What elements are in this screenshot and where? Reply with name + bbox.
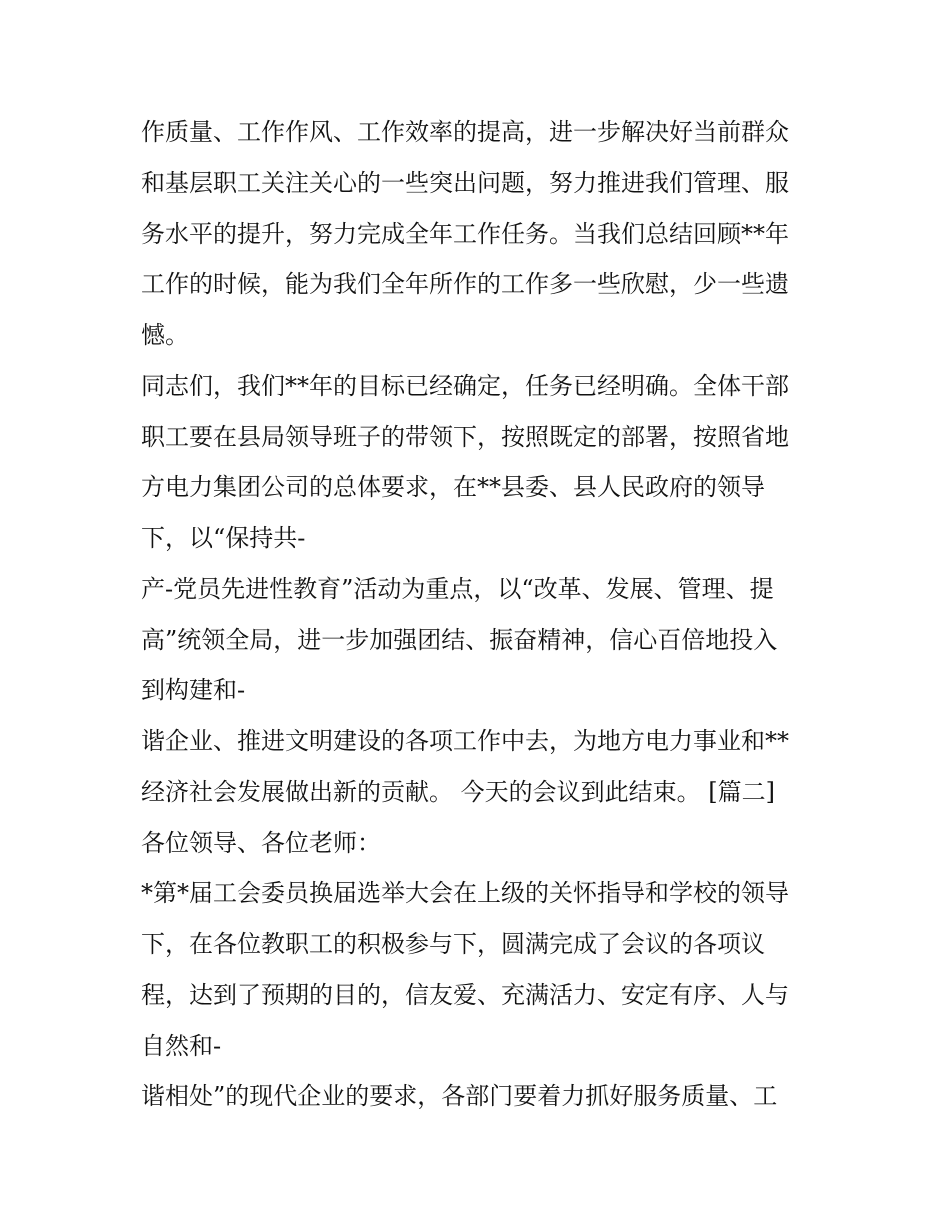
text-line: 和基层职工关注关心的一些突出问题，努力推进我们管理、服 bbox=[141, 168, 789, 197]
text-line: 务水平的提升，努力完成全年工作任务。当我们总结回顾**年 bbox=[141, 219, 789, 248]
text-line: 下，以“保持共- bbox=[141, 524, 306, 552]
text-line: 谐企业、推进文明建设的各项工作中去，为地方电力事业和** bbox=[141, 727, 789, 755]
text-line: 自然和- bbox=[141, 1031, 222, 1060]
text-line: 作质量、工作作风、工作效率的提高，进一步解决好当前群众 bbox=[141, 118, 789, 146]
text-line: 工作的时候，能为我们全年所作的工作多一些欣慰，少一些遗 bbox=[141, 270, 789, 299]
text-line: 各位领导、各位老师： bbox=[141, 828, 381, 857]
document-body bbox=[141, 107, 841, 1122]
text-line: *第*届工会委员换届选举大会在上级的关怀指导和学校的领导 bbox=[141, 879, 789, 908]
text-line: 程，达到了预期的目的，信友爱、充满活力、安定有序、人与 bbox=[141, 980, 789, 1009]
text-line: 经济社会发展做出新的贡献。 今天的会议到此结束。 [篇二] bbox=[141, 777, 775, 806]
text-line: 产-党员先进性教育”活动为重点，以“改革、发展、管理、提 bbox=[141, 574, 774, 603]
text-line: 下，在各位教职工的积极参与下，圆满完成了会议的各项议 bbox=[141, 930, 765, 958]
text-line: 高”统领全局，进一步加强团结、振奋精神，信心百倍地投入 bbox=[141, 625, 778, 654]
text-line: 同志们，我们**年的目标已经确定，任务已经明确。全体干部 bbox=[141, 371, 789, 400]
text-line: 到构建和- bbox=[141, 676, 246, 705]
text-line: 谐相处”的现代企业的要求，各部门要着力抓好服务质量、工 bbox=[141, 1082, 778, 1111]
text-line: 职工要在县局领导班子的带领下，按照既定的部署，按照省地 bbox=[141, 422, 789, 451]
text-line: 方电力集团公司的总体要求，在**县委、县人民政府的领导 bbox=[141, 473, 765, 502]
text-line: 憾。 bbox=[141, 321, 189, 349]
